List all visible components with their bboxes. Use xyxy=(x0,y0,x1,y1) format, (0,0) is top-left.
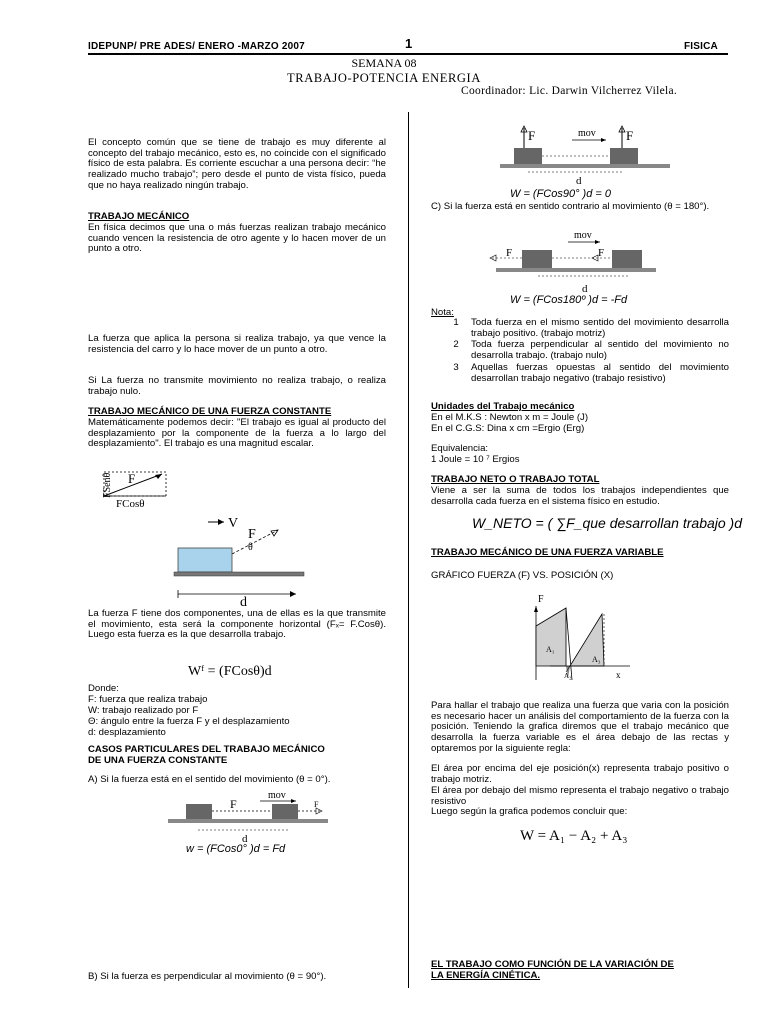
block-theta-label: θ xyxy=(248,542,253,553)
case-c-f1-label: F xyxy=(506,247,513,259)
case-c-text: C) Si la fuerza está en sentido contrario al movimiento (θ = 180°). xyxy=(431,201,710,212)
case-a-d-label: d xyxy=(242,833,248,845)
fcos-label: FCosθ xyxy=(116,498,145,510)
units-heading: Unidades del Trabajo mecánico xyxy=(431,401,575,412)
casos-heading-line2: DE UNA FUERZA CONSTANTE xyxy=(88,755,228,766)
equivalence-label: Equivalencia: xyxy=(431,443,489,454)
case-c-f2-label: F xyxy=(598,247,605,259)
coordinator: Coordinador: Lic. Darwin Vilcherrez Vilela. xyxy=(461,85,678,97)
no-movement-paragraph: Si La fuerza no transmite movimiento no realiza trabajo, o realiza trabajo nulo. xyxy=(88,375,386,397)
components-f-label: F xyxy=(128,471,136,486)
header-right: FISICA xyxy=(684,41,718,52)
note-item xyxy=(441,363,729,384)
units-mks: En el M.K.S : Newton x m = Joule (J) xyxy=(431,412,589,423)
def-w: W: trabajo realizado por F xyxy=(88,705,199,716)
header-left: IDEPUNP/ PRE ADES/ ENERO -MARZO 2007 xyxy=(88,41,305,52)
donde-label: Donde: xyxy=(88,683,119,694)
trabajo-mecanico-heading: TRABAJO MECÁNICO xyxy=(88,211,190,222)
energy-heading-line2: LA ENERGÍA CINÉTICA. xyxy=(431,970,541,981)
note-number: 1 xyxy=(453,317,459,328)
graph-a2-label: A₂ xyxy=(564,672,572,680)
fuerza-variable-heading: TRABAJO MECÁNICO DE UNA FUERZA VARIABLE xyxy=(431,547,664,558)
force-components-diagram xyxy=(88,466,188,514)
variable-text-1: Para hallar el trabajo que realiza una fuerza que varia con la posición es necesario hacer un análisis del comportamiento de la fuerza con la posición. Teniendo la grafica diremos que el trabajo mecánico que desarrolla la fuerza variable es el área debajo de las rectas y optaremos por la siguiente regla: xyxy=(431,700,729,754)
case-b-text: B) Si la fuerza es perpendicular al movimiento (θ = 90°). xyxy=(88,971,327,982)
fuerza-constante-text: Matemáticamente podemos decir: "El trabajo es igual al producto del desplazamiento por la componente de la fuerza a lo largo del desplazamiento". El trabajo es una magnitud escalar. xyxy=(88,417,386,450)
work-formula: Wᶠ = (FCosθ)d xyxy=(188,664,272,679)
case-c-diagram xyxy=(488,228,658,296)
case-a-mov-label: mov xyxy=(268,790,286,801)
page-title-topic: TRABAJO-POTENCIA ENERGIA xyxy=(287,71,481,85)
block-f-label: F xyxy=(248,527,256,542)
note-item xyxy=(441,318,729,339)
force-position-graph xyxy=(530,590,640,690)
area-a1 xyxy=(536,608,566,666)
case-b-mov-label: mov xyxy=(578,128,596,139)
note-item xyxy=(441,340,729,361)
graph-axis-f-label: F xyxy=(538,594,544,605)
fsen-label: FSenθ xyxy=(102,472,113,498)
note-text: Toda fuerza perpendicular al sentido del movimiento no desarrolla trabajo. (trabajo nulo) xyxy=(471,339,729,362)
header-rule xyxy=(88,53,728,55)
graph-a1-label: A₁ xyxy=(546,645,555,654)
column-divider xyxy=(408,112,409,988)
velocity-label: V xyxy=(228,516,239,531)
page-title-semana: SEMANA 08 xyxy=(351,56,417,70)
case-a-f1-label: F xyxy=(230,797,237,811)
def-f: F: fuerza que realiza trabajo xyxy=(88,694,208,705)
def-d: d: desplazamiento xyxy=(88,727,166,738)
graph-axis-x-label: x xyxy=(616,670,621,680)
person-paragraph: La fuerza que aplica la persona si realiza trabajo, ya que vence la resistencia del carro y lo hace mover de un punto a otro. xyxy=(88,333,386,355)
equivalence-value: 1 Joule = 10 ⁷ Ergios xyxy=(431,454,520,465)
case-b-d-label: d xyxy=(576,175,582,187)
units-cgs: En el C.G.S: Dina x cm =Ergio (Erg) xyxy=(431,423,585,434)
graph-a3-label: A₃ xyxy=(592,655,601,664)
page-number: 1 xyxy=(405,36,413,51)
notes-list xyxy=(441,318,729,384)
case-a-text: A) Si la fuerza está en el sentido del movimiento (θ = 0°). xyxy=(88,774,331,785)
note-number: 2 xyxy=(453,339,459,351)
case-a-formula: w = (FCos0° )d = Fd xyxy=(186,843,286,855)
case-c-formula: W = (FCos180º )d = -Fd xyxy=(510,294,628,306)
block-d-label: d xyxy=(240,595,247,610)
nota-label: Nota: xyxy=(431,307,454,318)
energy-heading-line1: EL TRABAJO COMO FUNCIÓN DE LA VARIACIÓN DE xyxy=(431,959,674,970)
variable-text-4: Luego según la grafica podemos concluir que: xyxy=(431,806,628,817)
case-a-f2-label: F xyxy=(314,800,319,809)
intro-paragraph: El concepto común que se tiene de trabajo es muy diferente al concepto del trabajo mecánico, esto es, no coincide con el significado físico de esta palabra. Es corriente escuchar a una persona decir: “he realizado mucho trabajo”; pero desde el punto de vista físico, pueda que no haya realizado ningún trabajo. xyxy=(88,137,386,191)
case-b-f1-label: F xyxy=(528,128,536,143)
note-number: 3 xyxy=(453,361,459,373)
components-paragraph: La fuerza F tiene dos componentes, una de ellas es la que transmite el movimiento, esta será la componente horizontal (Fₓ= F.Cosθ). Luego esta fuerza es la que desarrolla trabajo. xyxy=(88,608,386,641)
case-c-mov-label: mov xyxy=(574,230,592,241)
neto-formula: W_NETO = ( ∑F_que desarrollan trabajo )d xyxy=(472,515,743,531)
note-text: Toda fuerza en el mismo sentido del movimiento desarrolla trabajo positivo. (trabajo motriz) xyxy=(471,317,729,339)
neto-text: Viene a ser la suma de todos los trabajos independientes que desarrolla cada fuerza en el sistema físico en estudio. xyxy=(431,485,729,507)
block-force-diagram xyxy=(172,512,312,610)
case-b-f2-label: F xyxy=(626,128,634,143)
neto-heading: TRABAJO NETO O TRABAJO TOTAL xyxy=(431,474,600,485)
note-text: Aquellas fuerzas opuestas al sentido del movimiento desarrollan trabajo negativo (trabajo resistivo) xyxy=(471,361,729,384)
trabajo-mecanico-text: En física decimos que una o más fuerzas realizan trabajo mecánico cuando vencen la resistencia de otro agente y lo hacen mover de un punto a otro. xyxy=(88,222,386,255)
variable-text-2: El área por encima del eje posición(x) representa trabajo positivo o trabajo motriz. xyxy=(431,763,729,785)
casos-heading-line1: CASOS PARTICULARES DEL TRABAJO MECÁNICO xyxy=(88,744,325,755)
def-theta: Θ: ángulo entre la fuerza F y el desplazamiento xyxy=(88,716,290,727)
variable-text-3: El área por debajo del mismo representa el trabajo negativo o trabajo resistivo xyxy=(431,785,729,807)
variable-work-formula: W = A₁ − A₂ + A₃ xyxy=(520,828,628,844)
case-b-formula: W = (FCos90° )d = 0 xyxy=(510,188,611,200)
fuerza-constante-heading: TRABAJO MECÁNICO DE UNA FUERZA CONSTANTE xyxy=(88,406,332,417)
graph-title: GRÁFICO FUERZA (F) VS. POSICIÓN (X) xyxy=(431,570,614,581)
case-c-d-label: d xyxy=(582,283,588,295)
case-b-diagram xyxy=(500,120,670,188)
